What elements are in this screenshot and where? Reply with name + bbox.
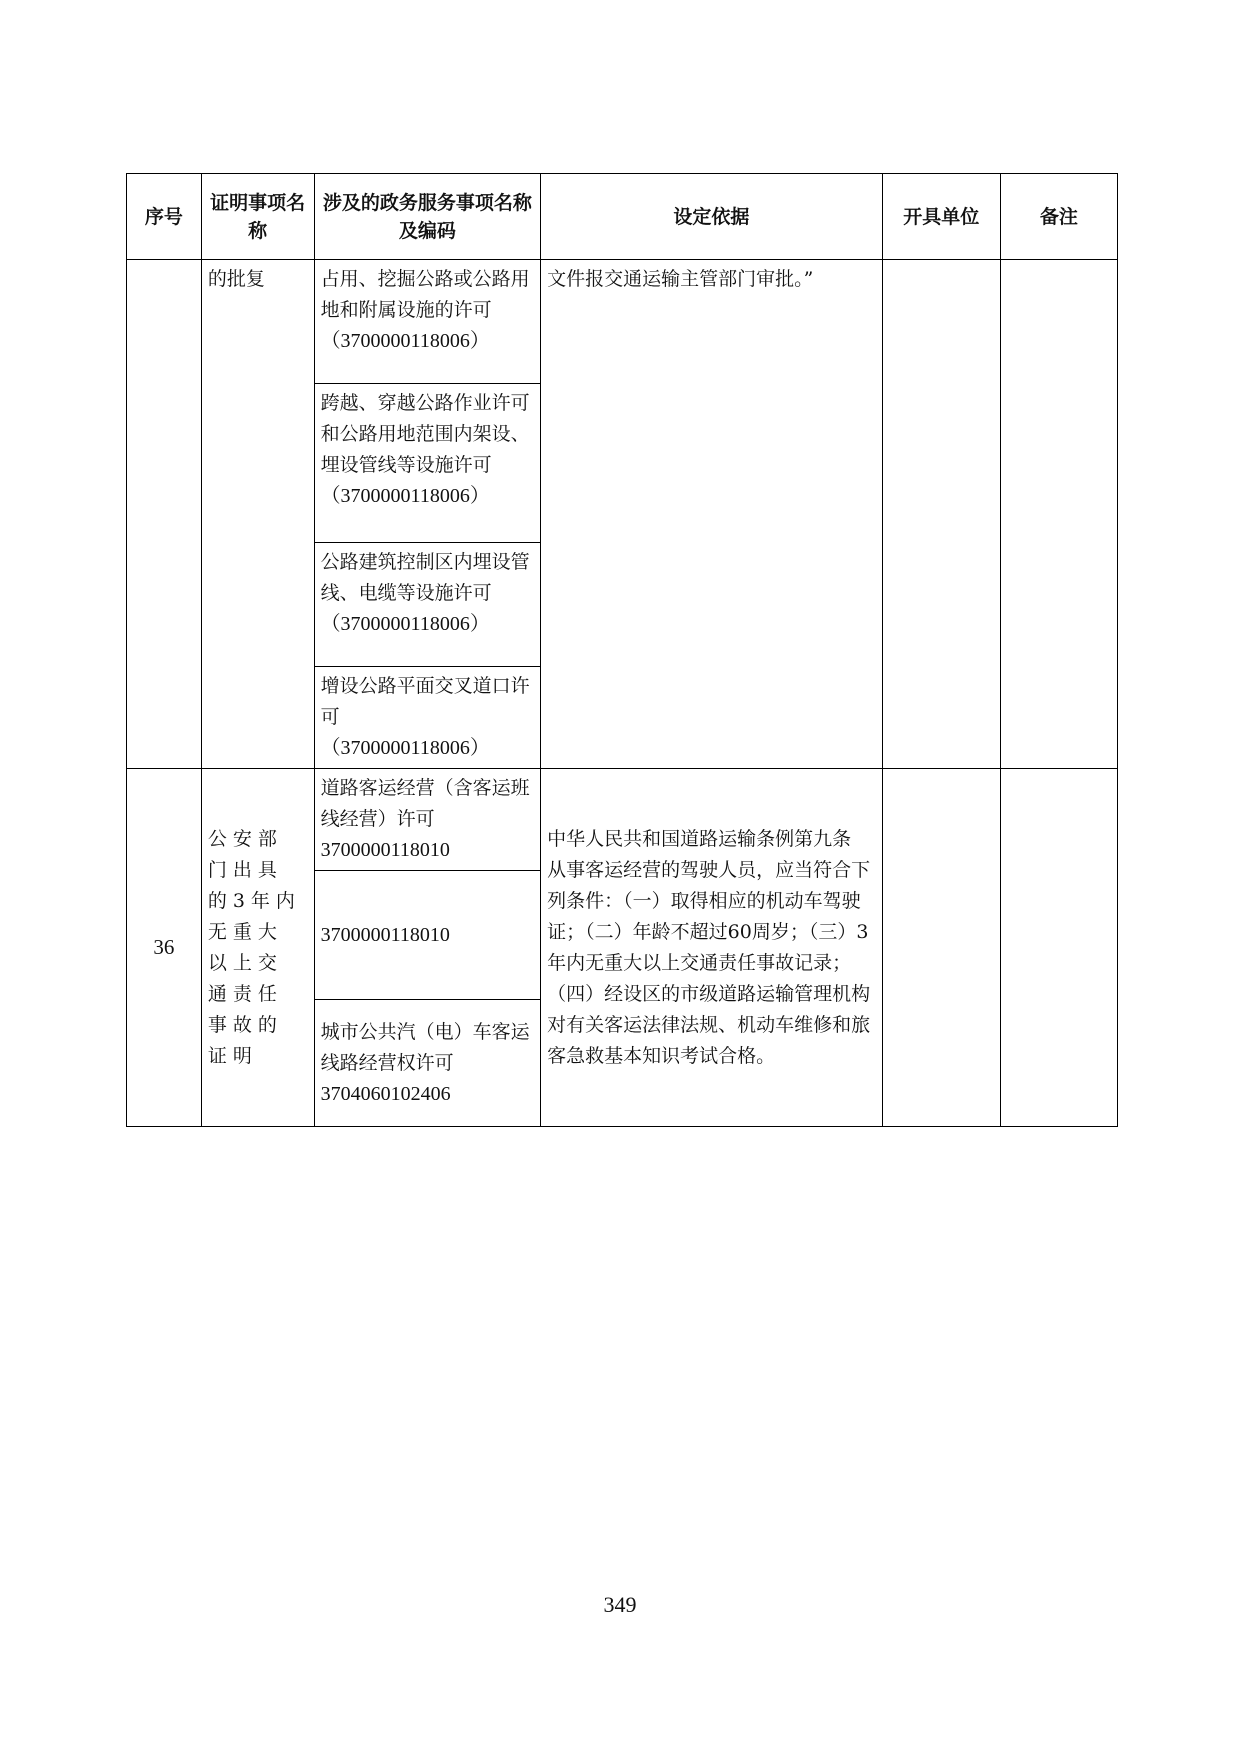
- service-name: 跨越、穿越公路作业许可和公路用地范围内架设、埋设管线等设施许可: [320, 392, 530, 476]
- item-text: 的批复: [207, 268, 265, 290]
- basis-text: 文件报交通运输主管部门审批。”: [547, 268, 814, 290]
- item-text: 公安部门出具的3年内无重大以上交通责任事故的证明: [207, 827, 301, 1067]
- table-row: [127, 260, 1118, 384]
- service-code: 3704060102406: [320, 1082, 451, 1105]
- service-cell: [314, 667, 541, 769]
- basis-title: 中华人民共和国道路运输条例第九条: [547, 827, 852, 850]
- service-cell: [314, 769, 541, 871]
- service-name: 增设公路平面交叉道口许可: [320, 675, 530, 728]
- service-code: 3700000118010: [320, 923, 450, 946]
- service-code: （3700000118006）: [320, 485, 490, 507]
- remark-cell: [1000, 769, 1117, 1127]
- issuer-cell: [882, 260, 1000, 769]
- remark-cell: [1000, 260, 1117, 769]
- service-cell: [314, 384, 541, 543]
- header-item: 证明事项名称: [201, 174, 314, 260]
- basis-cell: [541, 260, 883, 769]
- issuer-cell: [882, 769, 1000, 1127]
- header-row: [127, 174, 1118, 260]
- table-row: [127, 769, 1118, 871]
- item-cell: [201, 769, 314, 1127]
- item-cell: [201, 260, 314, 769]
- seq-cell: [127, 260, 202, 769]
- service-name: 城市公共汽（电）车客运线路经营权许可: [320, 1020, 530, 1074]
- service-name: 占用、挖掘公路或公路用地和附属设施的许可: [320, 268, 530, 321]
- service-code: （3700000118006）: [320, 737, 490, 759]
- header-seq: 序号: [127, 174, 202, 260]
- service-cell: [314, 260, 541, 384]
- seq-cell: 36: [127, 769, 202, 1127]
- header-issuer: 开具单位: [882, 174, 1000, 260]
- header-basis: 设定依据: [541, 174, 883, 260]
- service-name: 公路建筑控制区内埋设管线、电缆等设施许可: [320, 551, 530, 604]
- header-remark: 备注: [1000, 174, 1117, 260]
- basis-body: 从事客运经营的驾驶人员，应当符合下列条件：（一）取得相应的机动车驾驶证；（二）年龄不超过60周岁；（三）3年内无重大以上交通责任事故记录；（四）经设区的市级道路运输管理机构对有关客运法律法规、机动车维修和旅客急救基本知识考试合格。: [547, 858, 871, 1067]
- header-service: 涉及的政务服务事项名称及编码: [314, 174, 541, 260]
- service-name: 道路客运经营（含客运班线经营）许可: [320, 777, 530, 830]
- service-code: （3700000118006）: [320, 330, 490, 352]
- basis-cell: [541, 769, 883, 1127]
- page-number: 349: [603, 1592, 637, 1617]
- service-code: 3700000118010: [320, 839, 450, 861]
- service-code: （3700000118006）: [320, 613, 490, 635]
- certificate-table: [126, 173, 1118, 1127]
- service-cell: [314, 543, 541, 667]
- service-cell: [314, 871, 541, 1000]
- service-cell: [314, 1000, 541, 1127]
